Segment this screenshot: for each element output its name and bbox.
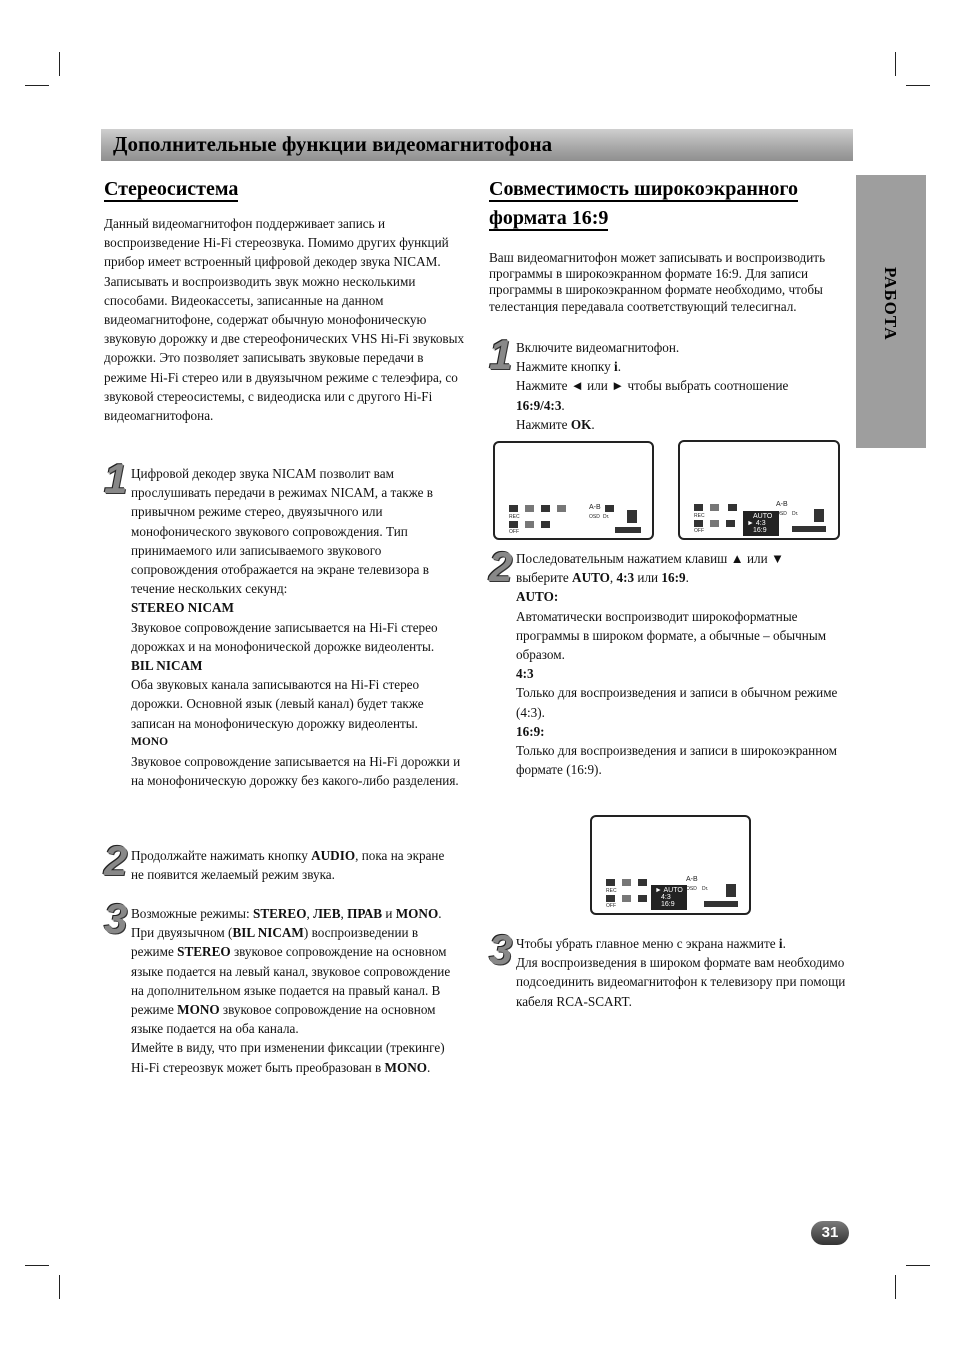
side-tab [856,175,926,448]
crop-mark [895,52,896,76]
page-number: 31 [811,1221,849,1245]
widescreen-step-1 [516,338,851,434]
mode-description: Автоматически воспроизводит широкоформатные программы в широком формате, а обычные – обычным образом. [516,608,827,663]
tape-icon [694,504,703,511]
settings-icon [726,520,735,527]
crop-mark [59,52,60,76]
aspect-option-43: ► 4:3 [747,520,766,527]
monitor-icon [814,509,824,522]
mode-description: Оба звуковых канала записываются на Hi-Fi стерео дорожки. Основной язык (левый канал) будет также записан на монофоническую дорожку видеоленты. [131,677,424,731]
clock-icon [728,504,737,511]
aspect-option-auto: ► AUTO [655,887,683,894]
aspect-option-169: 16:9 [753,527,767,534]
stereo-step-2: Продолжайте нажимать кнопку AUDIO, пока на экране не появится желаемый режим звука. [131,848,445,883]
page-title: Дополнительные функции видеомагнитофона [113,132,553,156]
osd-osd: OSD [776,511,787,517]
step-number: 2 [104,837,128,884]
section-header-bar [101,129,853,161]
osd-rec: REC [606,888,617,894]
mode-description: Звуковое сопровождение записывается на Hi-Fi стерео дорожках и на монофонической дорожке видеоленты. [131,619,438,654]
tv-screen-illustration [493,441,654,540]
monitor-icon [627,510,637,523]
aspect-menu [651,885,687,910]
stereo-intro: Данный видеомагнитофон поддерживает запись и воспроизведение Hi-Fi стереозвука. Помимо других функций прибор имеет встроенный цифровой декодер звука NICAM. Записывать и воспроизводить звук можно несколькими способами. Видеокассеты, записанные на данном видеомагнитофоне, содержат обычную монофоническую звуковую дорожку и две стереофонических VHS Hi-Fi звуковых дорожки. Это позволяет записывать звуковые передачи в режиме Hi-Fi стерео или в двуязычном режиме с телеэфира, со звуковой стереосистемы, с видеодиска или с другого Hi-Fi видеомагнитофона. [104,216,465,424]
tv-screen-illustration [678,440,840,540]
mode-label: STEREO NICAM [131,600,234,616]
step-text: Чтобы убрать главное меню с экрана нажмите i. [516,936,786,951]
rec-icon [606,895,615,902]
rec-icon [509,521,518,528]
aspect-option-auto: AUTO [753,513,773,520]
step-text: Цифровой декодер звука NICAM позволит вам прослушивать передачи в режимах NICAM, а также в привычном режиме стерео, двуязычного или монофонического звукового сопровождения. Тип принимаемого или записываемого звукового сопровождения отображается на экране телевизора в течение нескольких секунд: [131,466,433,597]
mode-label: 16:9: [516,723,545,739]
osd-dr: Dr. [702,886,709,892]
osd-off: OFF [509,529,519,535]
crop-mark [25,1265,49,1266]
timer-icon [525,521,534,528]
nav-arrows-icon [792,526,826,532]
crop-mark [25,85,49,86]
step-text: Для воспроизведения в широком формате вам необходимо подсоединить видеомагнитофон к телевизору при помощи кабеля RCA-SCART. [516,955,846,1009]
osd-dr: Dr. [792,511,799,517]
speaker-icon [557,505,566,512]
osd-osd: OSD [589,514,600,520]
aspect-menu [743,511,779,536]
step-text: Нажмите кнопку i. [516,359,621,375]
nav-arrows-icon [704,901,738,907]
step-text: Нажмите OK. [516,416,595,432]
step-number: 3 [104,895,128,942]
osd-dr: Dr. [603,514,610,520]
monitor-icon [726,884,736,897]
tv-screen-illustration [590,815,751,915]
osd-ab: A-B [589,504,601,511]
mode-icon [605,505,614,512]
nav-arrows-icon [615,527,641,533]
clock-icon [638,879,647,886]
widescreen-intro: Ваш видеомагнитофон может записывать и воспроизводить программы в широкоэкранном формате 16:9. Для записи программы в широкоэкранном формате необходимо, чтобы телестанция передавала соответствующий телесигнал. [489,250,826,314]
antenna-icon [525,505,534,512]
mode-label: AUTO: [516,589,559,605]
timer-icon [622,895,631,902]
widescreen-step-3 [516,934,851,1011]
tape-icon [606,879,615,886]
stereo-step-1 [131,464,467,790]
aspect-option-43: 4:3 [661,894,671,901]
osd-osd: OSD [686,886,697,892]
aspect-option-169: 16:9 [661,901,675,908]
osd-ab: A-B [776,501,788,508]
stereo-heading: Стереосистема [104,178,239,200]
crop-mark [906,1265,930,1266]
step-text: Последовательным нажатием клавиш ▲ или ▼ [516,551,785,566]
step-text: выберите AUTO, 4:3 или 16:9. [516,570,689,586]
antenna-icon [710,504,719,511]
mode-label: MONO [131,735,169,748]
widescreen-heading: Совместимость широкоэкранного формата 16:9 [489,178,798,229]
settings-icon [638,895,647,902]
crop-mark [59,1275,60,1299]
osd-off: OFF [694,528,704,534]
osd-rec: REC [694,513,705,519]
mode-description: Только для воспроизведения и записи в широкоэкранном формате (16:9). [516,743,837,778]
step-text: Включите видеомагнитофон. [516,340,680,355]
step-text: Нажмите ◄ или ► чтобы выбрать соотношение [516,378,789,394]
tape-icon [509,505,518,512]
rec-icon [694,520,703,527]
mode-description: Звуковое сопровождение записывается на Hi-Fi дорожки и на монофоническую дорожку без какого-либо разделения. [131,754,461,789]
step-number: 1 [489,331,513,378]
side-tab-label: РАБОТА [881,267,900,341]
clock-icon [541,505,550,512]
widescreen-step-2 [516,549,851,779]
mode-description: Только для воспроизведения и записи в обычном режиме (4:3). [516,685,838,720]
osd-off: OFF [606,903,616,909]
mode-label: 4:3 [516,666,534,682]
timer-icon [710,520,719,527]
step-text: 16:9/4:3. [516,397,565,413]
antenna-icon [622,879,631,886]
stereo-step-3: Возможные режимы: STEREO, ЛЕВ, ПРАВ и MONO. При двуязычном (BIL NICAM) воспроизведении в режиме STEREO звуковое сопровождение на основном языке подается на левый канал, звуковое сопровождение на дополнительном языке подается на правый канал. В режиме MONO звуковое сопровождение на основном языке подается на оба канала. Имейте в виду, что при изменении фиксации (трекинге) Hi-Fi стереозвук может быть преобразован в MONO. [131,906,451,1075]
crop-mark [906,85,930,86]
mode-label: BIL NICAM [131,658,203,674]
step-number: 1 [104,455,128,502]
step-number: 2 [489,543,513,590]
osd-ab: A-B [686,876,698,883]
osd-rec: REC [509,514,520,520]
crop-mark [895,1275,896,1299]
step-number: 3 [489,926,513,973]
settings-icon [541,521,550,528]
